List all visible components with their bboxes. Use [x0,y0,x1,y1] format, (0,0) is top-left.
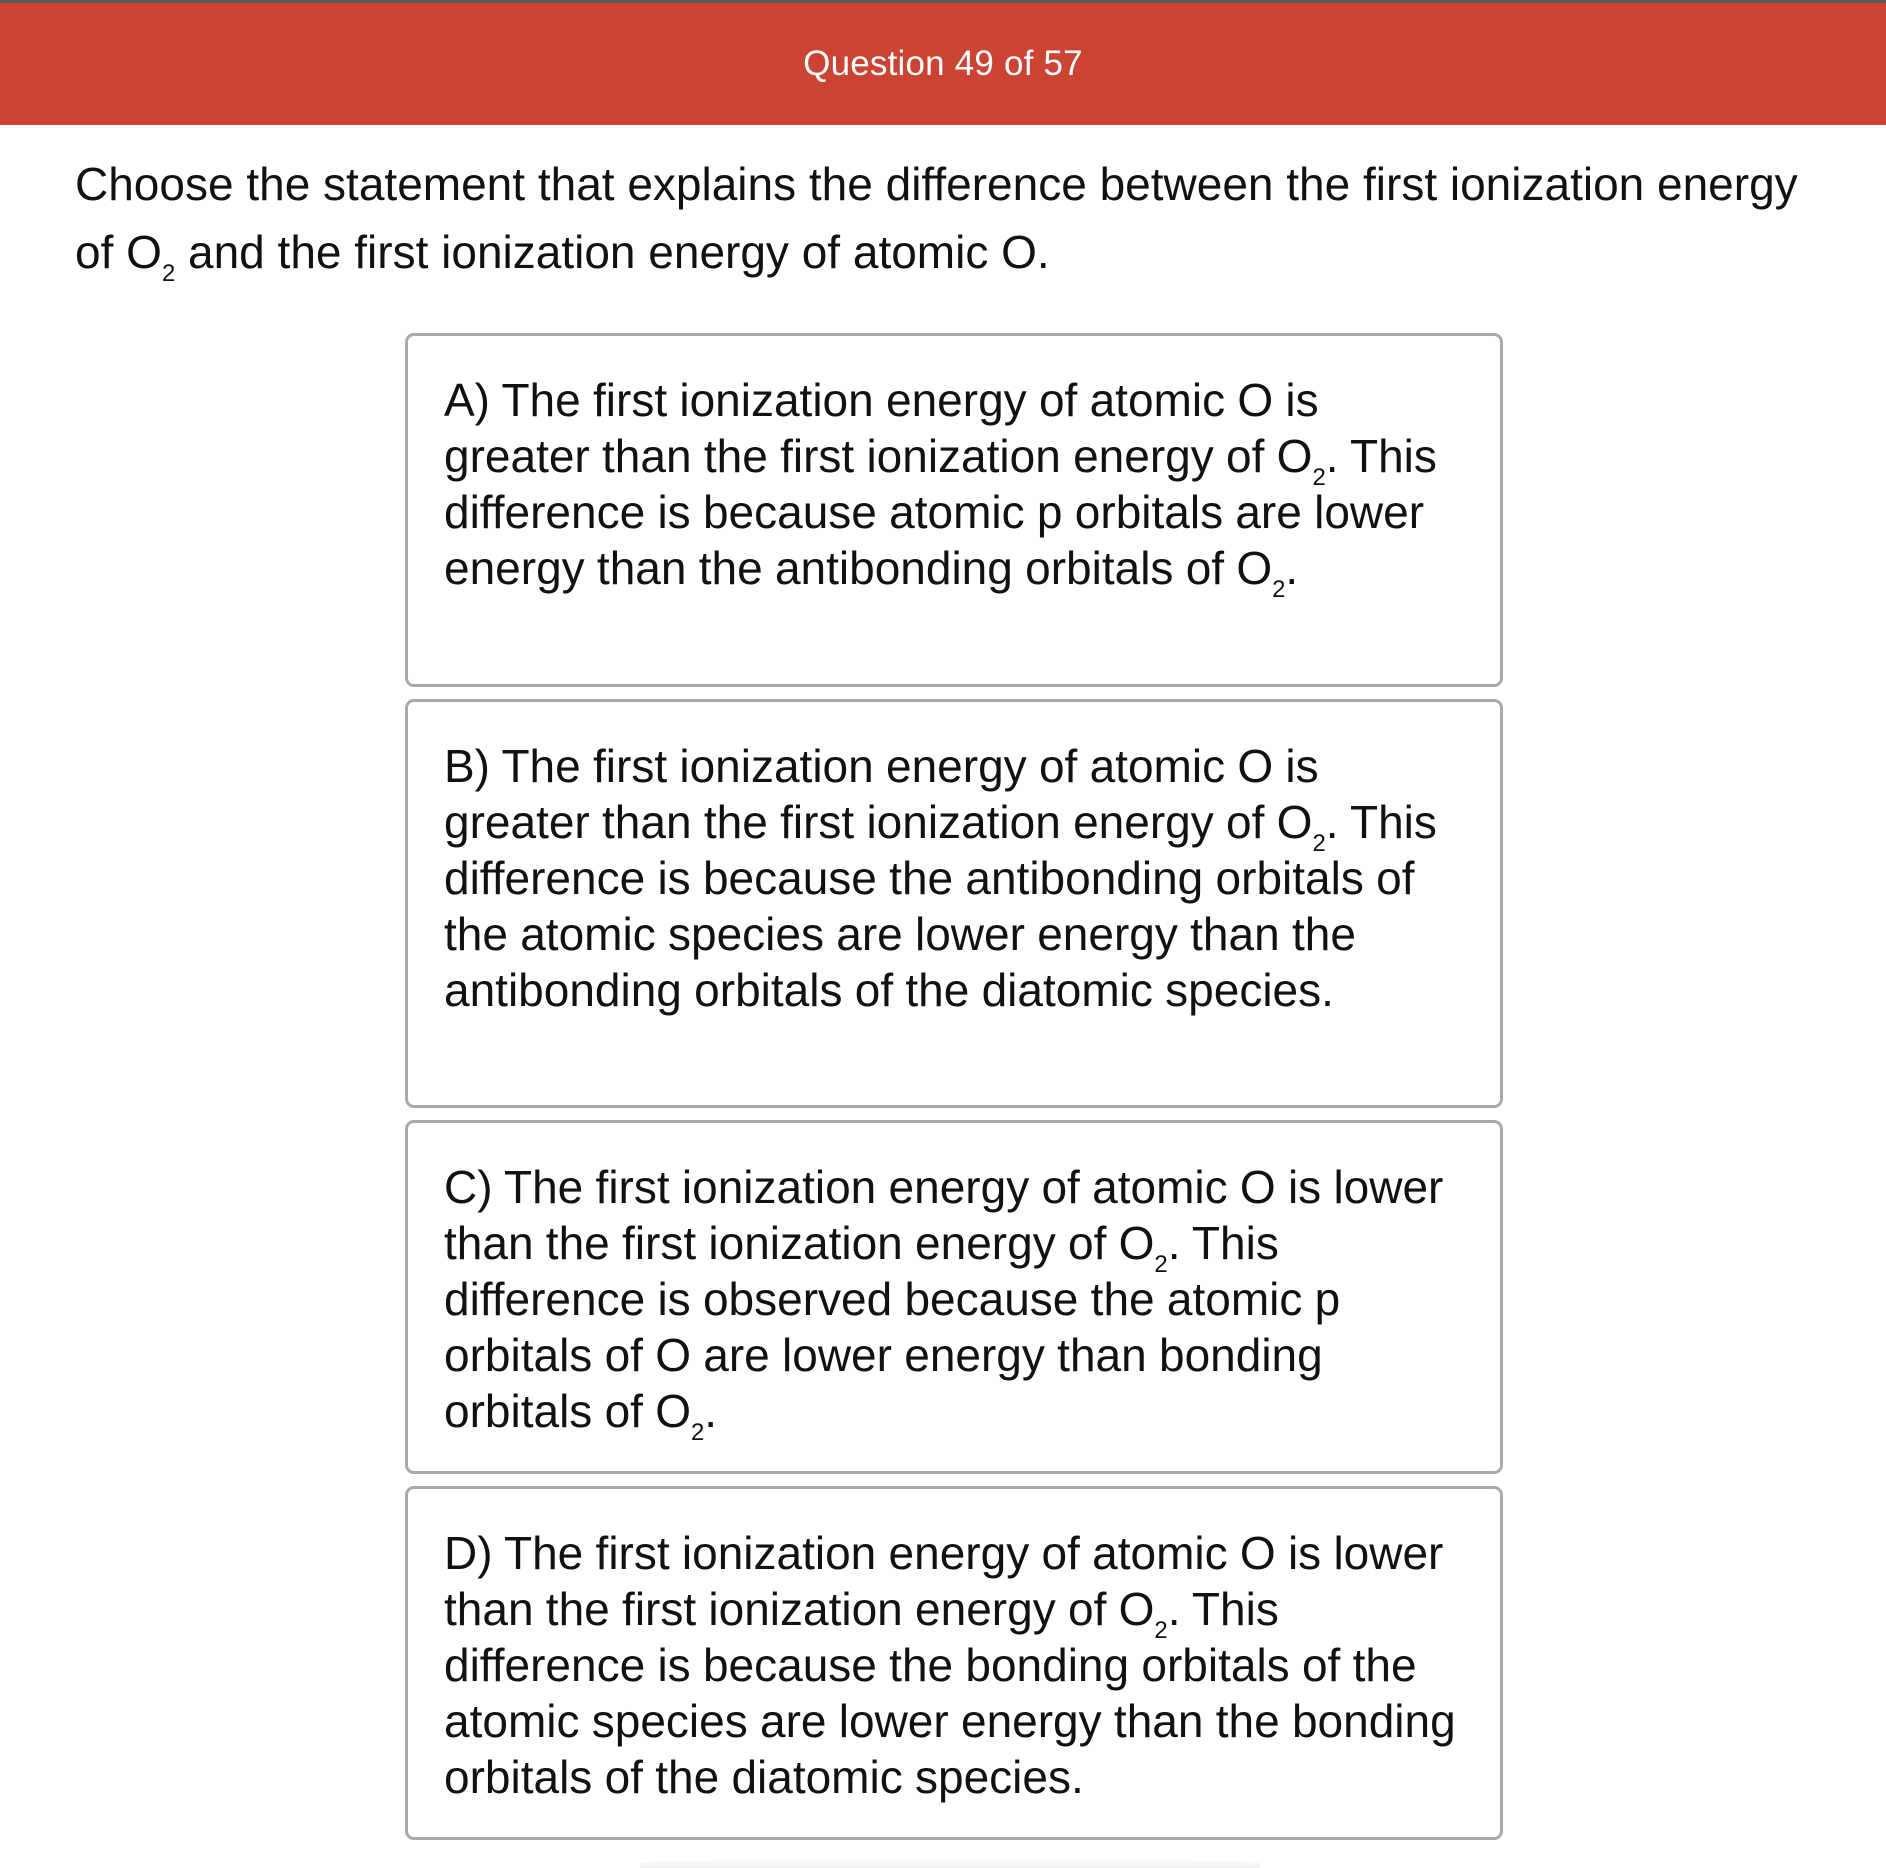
option-d-segment: D) The first ionization energy of atomic O is lower than the first ionization energy of O [444,1527,1444,1635]
scroll-shadow [640,1858,1260,1868]
answer-option-a[interactable] [405,333,1503,687]
question-text-part-1: Choose the statement that explains the difference between the first ionization energy of O [75,158,1798,278]
option-d-subscript: 2 [1154,1617,1168,1645]
answer-option-d-text [444,1525,1468,1805]
question-text-part-2: and the first ionization energy of atomic O. [175,226,1050,278]
option-c-subscript: 2 [1154,1251,1168,1279]
option-a-subscript: 2 [1272,576,1286,604]
answer-option-b-text [444,738,1468,1018]
option-b-segment: . This difference is because the antibonding orbitals of the atomic species are lower energy than the antibonding orbitals of the diatomic species. [444,796,1437,1016]
option-a-segment: . [1285,542,1299,594]
answer-option-c[interactable] [405,1120,1503,1474]
option-a-subscript: 2 [1312,464,1326,492]
answer-option-c-text [444,1159,1468,1447]
answer-option-a-text [444,372,1468,604]
answer-option-d[interactable] [405,1486,1503,1840]
option-c-segment: . [704,1385,718,1437]
question-header-bar [0,0,1886,125]
question-subscript: 2 [161,260,176,288]
option-a-segment: . This difference is because atomic p orbitals are lower energy than the antibonding orbitals of O [444,430,1437,594]
option-c-segment: . This difference is observed because the atomic p orbitals of O are lower energy than bonding orbitals of O [444,1217,1341,1437]
option-d-segment: . This difference is because the bonding orbitals of the atomic species are lower energy than the bonding orbitals of the diatomic species. [444,1583,1456,1803]
option-b-subscript: 2 [1312,830,1326,858]
answer-options [405,333,1503,1840]
answer-option-b[interactable] [405,699,1503,1108]
question-counter: Question 49 of 57 [803,44,1083,83]
option-b-segment: B) The first ionization energy of atomic O is greater than the first ionization energy of O [444,740,1319,848]
option-a-segment: A) The first ionization energy of atomic O is greater than the first ionization energy of O [444,374,1319,482]
option-c-segment: C) The first ionization energy of atomic O is lower than the first ionization energy of O [444,1161,1444,1269]
option-c-subscript: 2 [691,1419,705,1447]
question-prompt [75,150,1835,286]
